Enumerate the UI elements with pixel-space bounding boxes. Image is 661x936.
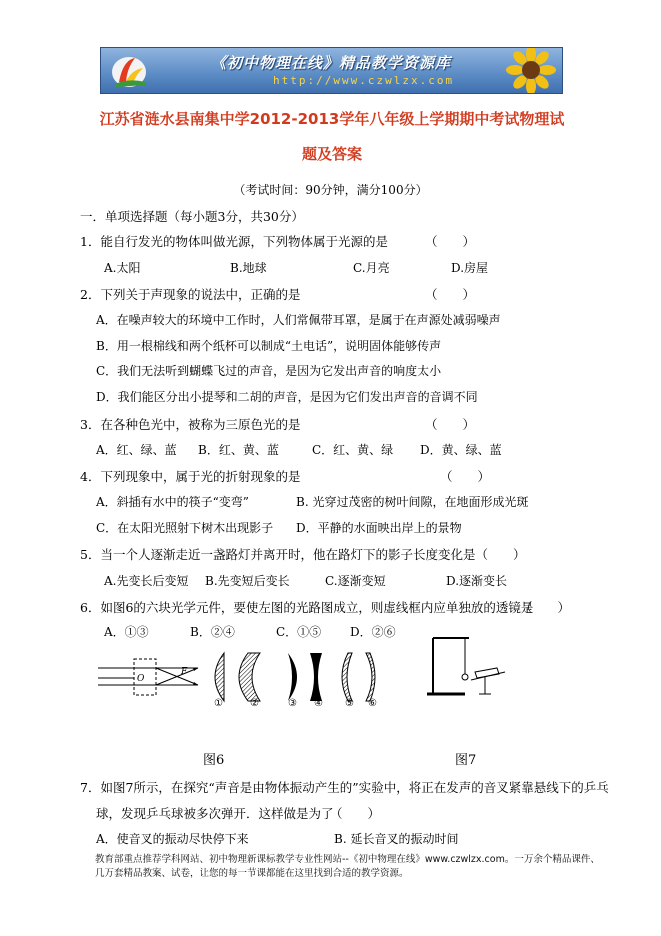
lens-1 — [215, 653, 224, 701]
lens-label-3: ③ — [288, 698, 297, 709]
question-5-stem: 5．当一个人逐渐走近一盏路灯并离开时，他在路灯下的影子长度变化是（ ） — [80, 547, 526, 562]
question-7-answer-blank: （ ） — [330, 806, 381, 821]
banner-url[interactable]: http://www.czwlzx.com — [273, 74, 455, 87]
question-1-option-b: B.地球 — [230, 261, 267, 275]
question-2-option-d: D．我们能区分出小提琴和二胡的声音，是因为它们发出声音的音调不同 — [96, 390, 478, 404]
question-2-answer-blank: （ ） — [425, 287, 476, 302]
question-2-option-a: A．在噪声较大的环境中工作时，人们常佩带耳罩，是属于在声源处减弱噪声 — [96, 313, 501, 327]
question-4-option-d: D．平静的水面映出岸上的景物 — [296, 521, 462, 535]
question-3-answer-blank: （ ） — [425, 417, 476, 432]
lens-label-6: ⑥ — [368, 698, 377, 709]
question-3-stem: 3．在各种色光中，被称为三原色光的是 — [80, 417, 301, 432]
question-4-option-b: B. 光穿过茂密的树叶间隙，在地面形成光斑 — [296, 495, 529, 509]
question-4-answer-blank: （ ） — [440, 469, 491, 484]
figure-7-caption: 图7 — [455, 753, 477, 768]
label-o: O — [137, 674, 145, 684]
question-2-stem: 2．下列关于声现象的说法中，正确的是 — [80, 287, 301, 302]
lens-5 — [342, 653, 352, 701]
question-4-stem: 4．下列现象中，属于光的折射现象的是 — [80, 469, 301, 484]
lens-3 — [288, 653, 297, 701]
footer-line1: 教育部重点推荐学科网站、初中物理新课标教学专业性网站--《初中物理在线》www.czwlzx.com。一万余个精品课件、 — [95, 854, 600, 865]
banner-title: 《初中物理在线》精品教学资源库 — [211, 54, 452, 72]
question-5-option-d: D.逐渐变长 — [446, 574, 508, 588]
header-banner — [100, 47, 563, 94]
figure-6-caption: 图6 — [203, 753, 225, 768]
question-2-option-c: C．我们无法听到蝴蝶飞过的声音，是因为它发出声音的响度太小 — [96, 364, 442, 378]
sunflower-icon — [486, 48, 556, 93]
page-title-line2: 题及答案 — [301, 145, 362, 163]
question-7-stem-line2: 球，发现乒乓球被多次弹开．这样做是为了 — [96, 806, 334, 821]
question-1-option-d: D.房屋 — [451, 261, 489, 275]
logo-icon — [109, 52, 149, 90]
question-7-stem-line1: 7．如图7所示，在探究“声音是由物体振动产生的”实验中，将正在发声的音叉紧靠悬线下的乒乓 — [80, 780, 609, 795]
question-3-option-a: A．红、绿、蓝 — [96, 443, 177, 457]
page-footer — [95, 853, 615, 881]
lens-2 — [239, 653, 260, 701]
question-3-option-c: C．红、黄、绿 — [312, 443, 394, 457]
question-3-option-b: B．红、黄、蓝 — [198, 443, 279, 457]
question-1-option-a: A.太阳 — [104, 261, 141, 275]
question-6-option-a: A．①③ — [104, 625, 149, 639]
label-f: F — [181, 667, 188, 677]
exam-info: （考试时间：90分钟，满分100分） — [233, 183, 428, 197]
question-7-option-a: A．使音叉的振动尽快停下来 — [96, 832, 249, 846]
footer-line2: 几万套精品教案、试卷，让您的每一节课都能在这里找到合适的教学资源。 — [95, 868, 409, 879]
question-6-option-c: C．①⑤ — [276, 625, 322, 639]
question-1-option-c: C.月亮 — [353, 261, 390, 275]
question-5-option-a: A.先变长后变短 — [104, 574, 189, 588]
question-1-stem: 1．能自行发光的物体叫做光源，下列物体属于光源的是 — [80, 234, 388, 249]
question-6-answer-blank: （ ） — [520, 600, 571, 615]
lens-label-1: ① — [214, 698, 223, 709]
question-6-stem: 6．如图6的六块光学元件，要使左图的光路图成立，则虚线框内应单独放的透镜是 — [80, 600, 534, 615]
lens-label-4: ④ — [314, 698, 323, 709]
lens-6 — [366, 653, 375, 701]
lens-label-5: ⑤ — [345, 698, 354, 709]
question-4-option-a: A．斜插有水中的筷子“变弯” — [96, 495, 249, 509]
question-7-option-b: B. 延长音叉的振动时间 — [334, 832, 459, 846]
section-heading: 一．单项选择题（每小题3分，共30分） — [80, 209, 304, 224]
question-5-option-c: C.逐渐变短 — [325, 574, 386, 588]
page-title-line1: 江苏省涟水县南集中学2012-2013学年八年级上学期期中考试物理试 — [99, 110, 565, 128]
question-6-option-b: B．②④ — [190, 625, 235, 639]
figure-7-tuning-fork — [425, 632, 515, 702]
question-3-option-d: D．黄、绿、蓝 — [420, 443, 502, 457]
lens-label-2: ② — [250, 698, 259, 709]
question-6-option-d: D．②⑥ — [350, 625, 396, 639]
lens-4 — [310, 653, 322, 701]
question-4-option-c: C．在太阳光照射下树木出现影子 — [96, 521, 274, 535]
question-1-answer-blank: （ ） — [425, 234, 476, 249]
question-2-option-b: B．用一根棉线和两个纸杯可以制成“土电话”，说明固体能够传声 — [96, 339, 442, 353]
question-5-option-b: B.先变短后变长 — [205, 574, 290, 588]
